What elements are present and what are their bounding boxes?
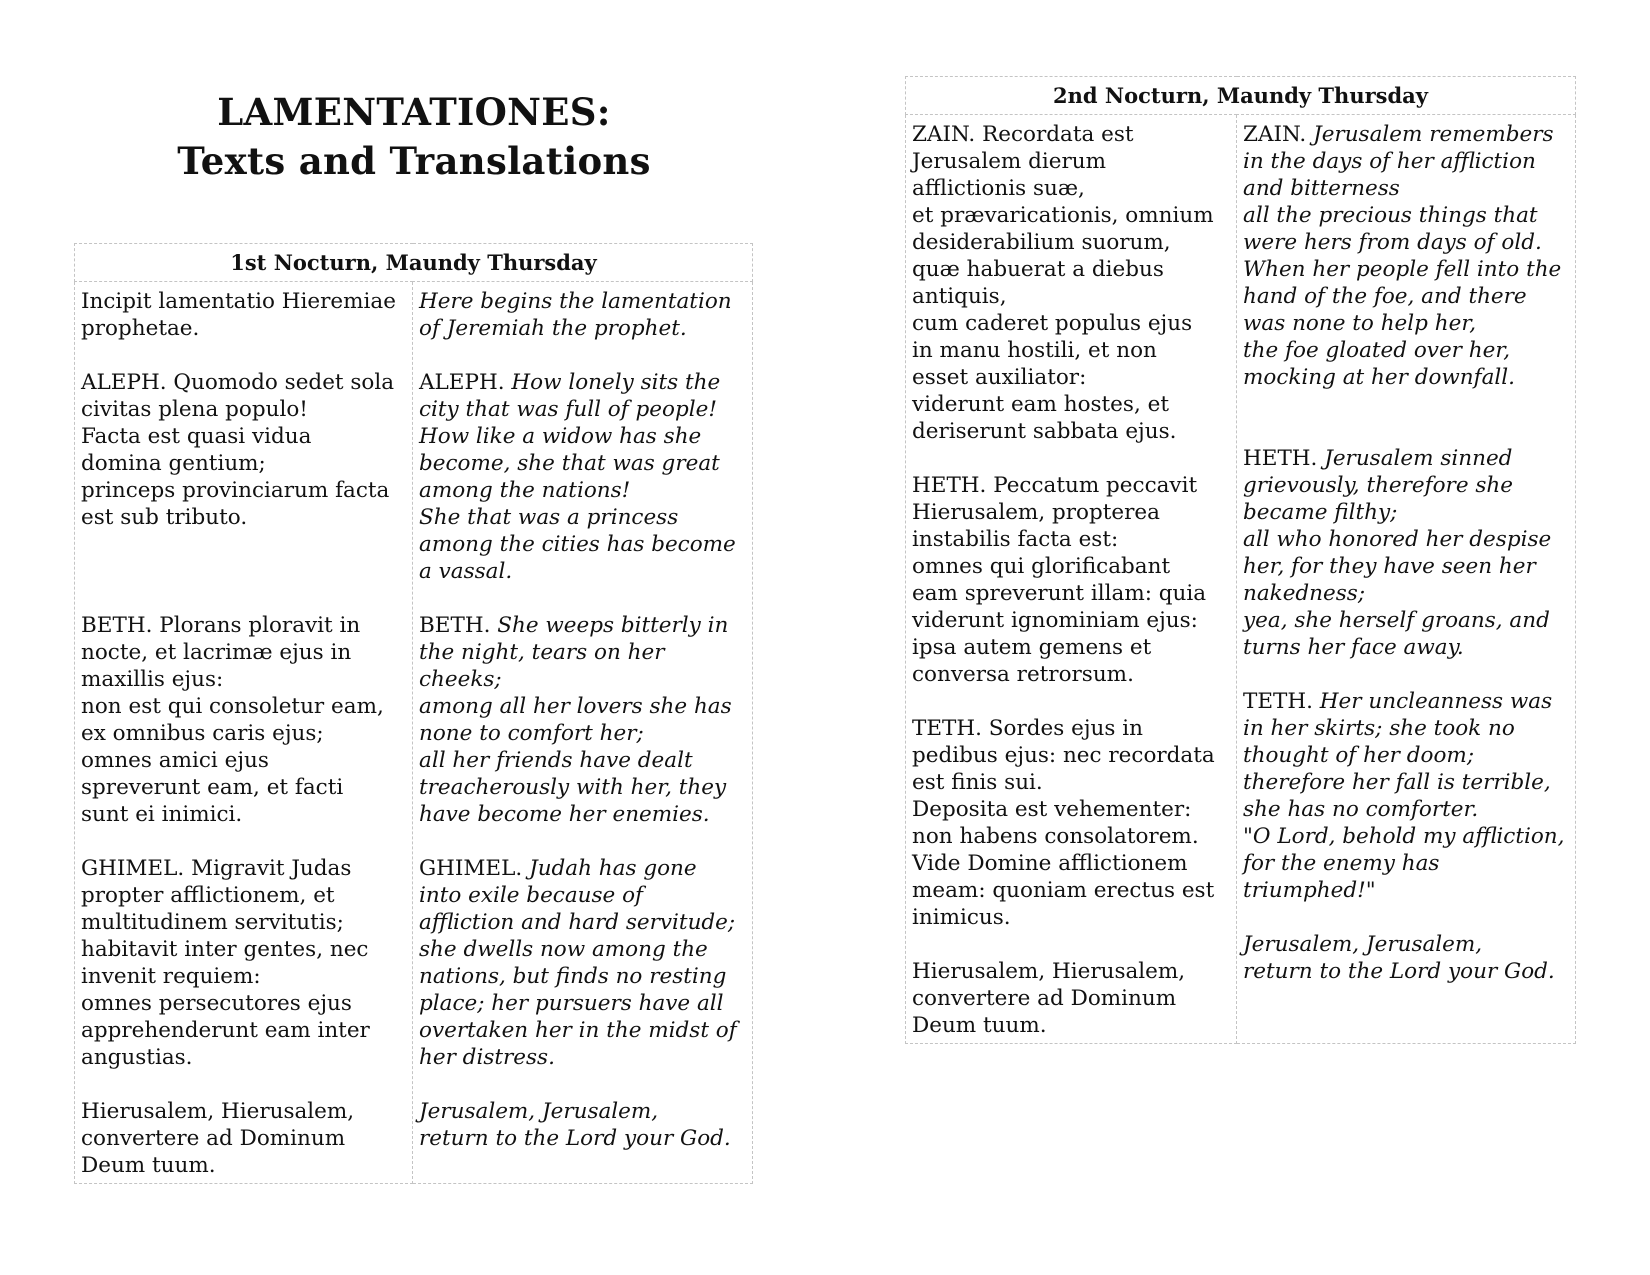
stanza-letter: TETH.: [1243, 689, 1320, 714]
nocturn-table-1: [74, 243, 753, 1184]
latin-stanza: ALEPH. Quomodo sedet sola civitas plena populo! Facta est quasi vidua domina gentium; princeps provinciarum facta est sub tributo.: [81, 370, 395, 530]
latin-stanza: TETH. Sordes ejus in pedibus ejus: nec recordata est finis sui. Deposita est vehementer: non habens consolatorem. Vide Domine afflictionem meam: quoniam erectus est inimicus.: [912, 716, 1215, 930]
translation-text: Here begins the lamentation of Jeremiah the prophet.: [419, 289, 732, 341]
nocturn-heading: 1st Nocturn, Maundy Thursday: [75, 244, 753, 282]
translation-text: Her uncleanness was in her skirts; she took no thought of her doom; therefore her fall is terrible, she has no comforter. "O Lord, behold my affliction, for the enemy has triumphed!": [1243, 689, 1565, 903]
latin-column: [906, 115, 1237, 1044]
latin-stanza: HETH. Peccatum peccavit Hierusalem, propterea instabilis facta est: omnes qui glorificabant eam spreverunt illam: quia viderunt ignominiam ejus: ipsa autem gemens et conversa retrorsum.: [912, 473, 1207, 687]
translation-stanza: [1243, 121, 1569, 418]
translation-stanza: [419, 612, 746, 828]
translation-text: Jerusalem remembers in the days of her affliction and bitterness all the precious things that were hers from days of old. When her people fell into the hand of the foe, and there was none to help her, the foe gloated over her, mocking at her downfall.: [1243, 122, 1562, 390]
latin-column: [75, 282, 413, 1184]
translation-text: Jerusalem sinned grievously, therefore she became filthy; all who honored her despise her, for they have seen her nakedness; yea, she herself groans, and turns her face away.: [1243, 446, 1552, 660]
translation-text: How lonely sits the city that was full of people! How like a widow has she become, she that was great among the nations! She that was a princess among the cities has become a vassal.: [419, 370, 736, 584]
translation-stanza: [419, 369, 746, 585]
nocturn-table-2: [905, 76, 1576, 1044]
translation-text: Jerusalem, Jerusalem, return to the Lord your God.: [1243, 932, 1555, 984]
latin-stanza: ZAIN. Recordata est Jerusalem dierum afflictionis suæ, et prævaricationis, omnium desiderabilium suorum, quæ habuerat a diebus antiquis, cum caderet populus ejus in manu hostili, et non esset auxiliator: viderunt eam hostes, et deriserunt sabbata ejus.: [912, 122, 1214, 444]
translation-stanza: [1243, 931, 1569, 985]
translation-stanza: [419, 288, 746, 342]
stanza-letter: HETH.: [1243, 446, 1325, 471]
stanza-letter: ZAIN.: [1243, 122, 1314, 147]
latin-stanza: BETH. Plorans ploravit in nocte, et lacrimæ ejus in maxillis ejus: non est qui consoletur eam, ex omnibus caris ejus; omnes amici ejus spreverunt eam, et facti sunt ei inimici.: [81, 613, 384, 827]
translation-stanza: [1243, 688, 1569, 904]
translation-text: Judah has gone into exile because of affliction and hard servitude; she dwells now among the nations, but finds no resting place; her pursuers have all overtaken her in the midst of her distress.: [419, 856, 737, 1070]
page-title-line-2: Texts and Translations: [177, 139, 651, 183]
latin-stanza: Hierusalem, Hierusalem, convertere ad Dominum Deum tuum.: [912, 959, 1186, 1038]
translation-column: [413, 282, 753, 1184]
latin-stanza: Incipit lamentatio Hieremiae prophetae.: [81, 289, 396, 341]
translation-text: She weeps bitterly in the night, tears on her cheeks; among all her lovers she has none to comfort her; all her friends have dealt treacherously with her, they have become her enemies.: [419, 613, 732, 827]
page-title-line-1: LAMENTATIONES:: [217, 90, 611, 134]
latin-stanza: GHIMEL. Migravit Judas propter afflictionem, et multitudinem servitutis; habitavit inter gentes, nec invenit requiem: omnes persecutores ejus apprehenderunt eam inter angustias.: [81, 856, 370, 1070]
nocturn-heading: 2nd Nocturn, Maundy Thursday: [906, 77, 1576, 115]
latin-stanza: Hierusalem, Hierusalem, convertere ad Dominum Deum tuum.: [81, 1099, 355, 1178]
page-title: [76, 88, 752, 186]
translation-stanza: [419, 855, 746, 1071]
stanza-letter: BETH.: [419, 613, 498, 638]
translation-text: Jerusalem, Jerusalem, return to the Lord your God.: [419, 1099, 731, 1151]
translation-stanza: [1243, 445, 1569, 661]
translation-column: [1237, 115, 1576, 1044]
stanza-letter: ALEPH.: [419, 370, 512, 395]
stanza-letter: GHIMEL.: [419, 856, 530, 881]
translation-stanza: [419, 1098, 746, 1152]
